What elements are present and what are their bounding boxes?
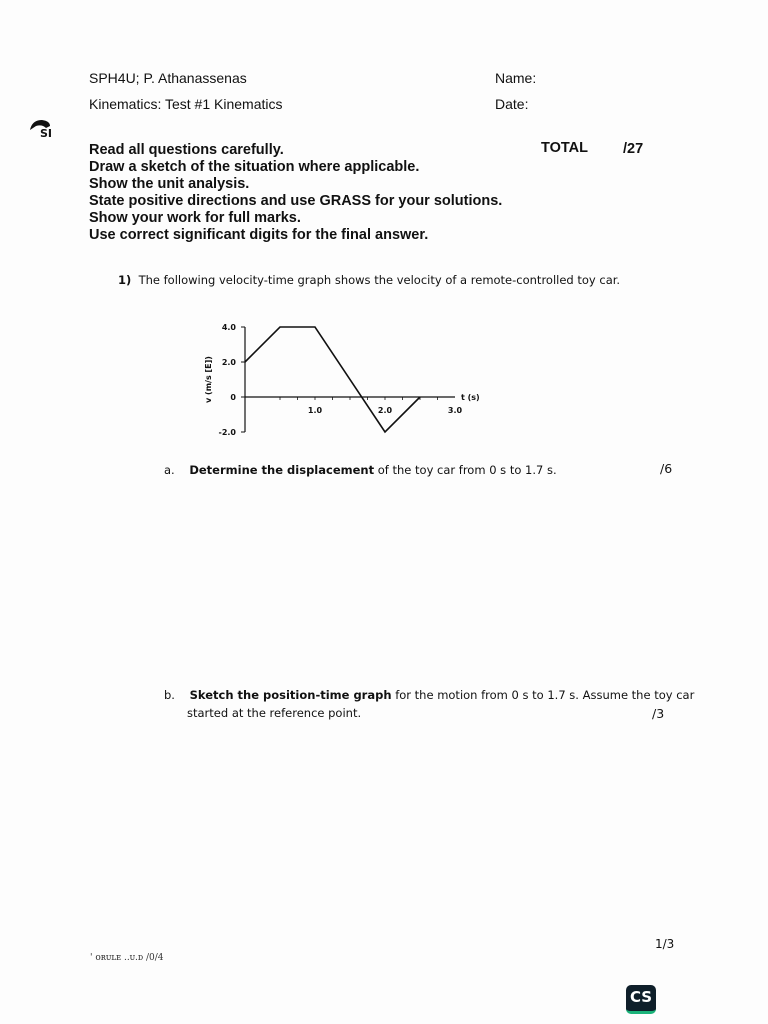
part-a-bold: Determine the displacement bbox=[189, 463, 375, 477]
y-axis-label: v (m/s [E]) bbox=[204, 356, 213, 403]
y-tick-label: 2.0 bbox=[221, 358, 236, 367]
question-1 bbox=[118, 273, 620, 287]
instructions-block bbox=[89, 142, 502, 244]
instruction-line: Show your work for full marks. bbox=[89, 210, 301, 226]
camscanner-logo: CS bbox=[626, 985, 656, 1014]
part-b-bold: Sketch the position-time graph bbox=[189, 688, 392, 702]
graph-ticks bbox=[219, 323, 463, 437]
x-axis-label: t (s) bbox=[461, 393, 480, 402]
part-a-letter: a. bbox=[164, 463, 175, 477]
course-title: SPH4U; P. Athanassenas bbox=[89, 70, 247, 86]
y-tick-label: 0 bbox=[230, 393, 236, 402]
page-number: 1/3 bbox=[655, 937, 675, 951]
part-b bbox=[164, 688, 694, 702]
name-label: Name: bbox=[495, 70, 537, 86]
part-b-letter: b. bbox=[164, 688, 175, 702]
date-label: Date: bbox=[495, 96, 529, 112]
velocity-time-graph bbox=[190, 310, 510, 445]
instruction-line: State positive directions and use GRASS for your solutions. bbox=[89, 193, 503, 209]
y-tick-label: 4.0 bbox=[221, 323, 236, 332]
instruction-line: Read all questions carefully. bbox=[89, 142, 284, 158]
test-title: Kinematics: Test #1 Kinematics bbox=[89, 96, 283, 112]
scanner-mark-icon bbox=[28, 116, 54, 138]
part-b-marks: /3 bbox=[652, 706, 665, 721]
x-tick-label: 1.0 bbox=[307, 406, 323, 415]
instruction-line: Show the unit analysis. bbox=[89, 176, 250, 192]
part-a-marks: /6 bbox=[660, 461, 673, 476]
svg-text:SI: SI bbox=[40, 127, 53, 138]
part-b-line2: started at the reference point. bbox=[187, 706, 362, 720]
x-tick-label: 2.0 bbox=[377, 406, 393, 415]
y-tick-label: -2.0 bbox=[218, 428, 236, 437]
instruction-line: Draw a sketch of the situation where applicable. bbox=[89, 159, 420, 175]
part-b-text: for the motion from 0 s to 1.7 s. Assume the toy car bbox=[391, 688, 695, 702]
question-number: 1) bbox=[118, 273, 132, 287]
total-marks: /27 bbox=[623, 141, 644, 157]
total-label: TOTAL bbox=[541, 140, 588, 156]
x-tick-label: 3.0 bbox=[447, 406, 463, 415]
part-a-text: of the toy car from 0 s to 1.7 s. bbox=[374, 463, 557, 477]
instruction-line: Use correct significant digits for the final answer. bbox=[89, 227, 429, 243]
velocity-line bbox=[245, 327, 420, 432]
part-a bbox=[164, 463, 557, 477]
question-text: The following velocity-time graph shows the velocity of a remote-controlled toy car. bbox=[138, 273, 621, 287]
footer-scribble: ' ᴏʀᴜʟᴇ ..ᴜ.ᴅ /0/4 bbox=[90, 953, 164, 963]
